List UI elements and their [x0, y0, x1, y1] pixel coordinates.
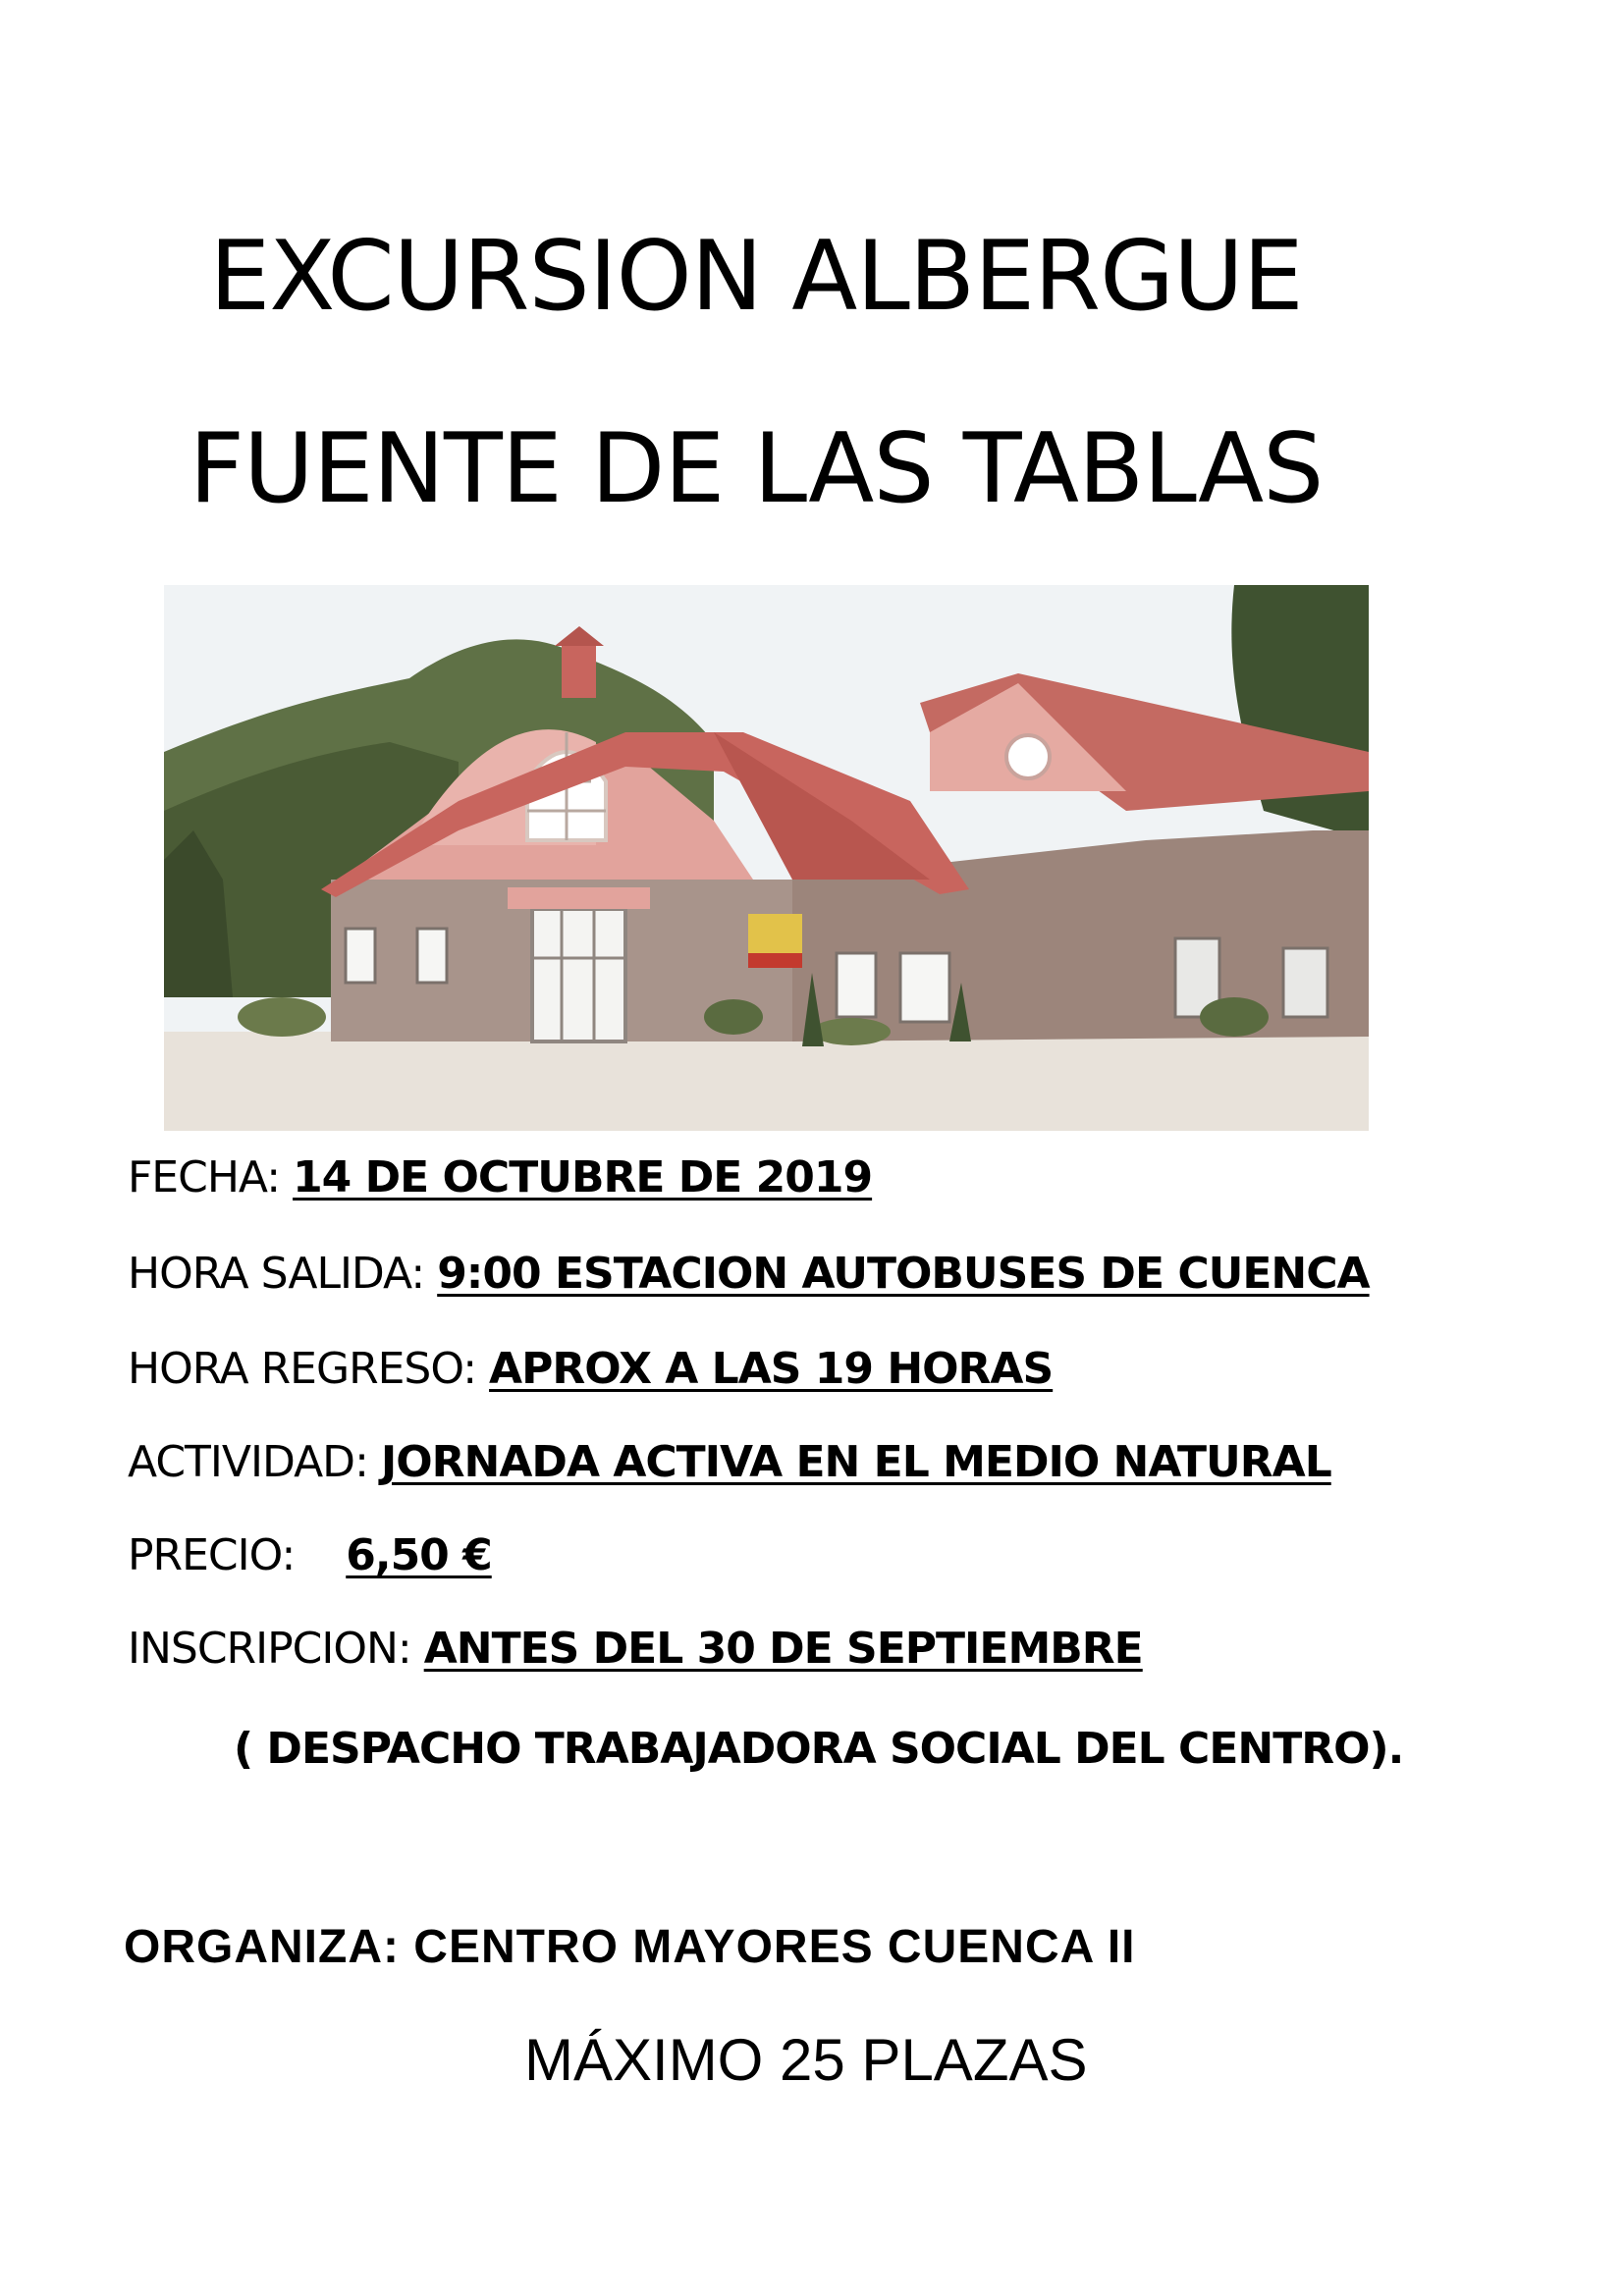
- detail-value: ANTES DEL 30 DE SEPTIEMBRE: [423, 1624, 1143, 1674]
- detail-label: FECHA:: [128, 1152, 294, 1202]
- title-line-2: FUENTE DE LAS TABLAS: [189, 413, 1324, 525]
- note-despacho: ( DESPACHO TRABAJADORA SOCIAL DEL CENTRO).: [234, 1724, 1404, 1774]
- detail-fecha: [128, 1152, 873, 1202]
- detail-label: PRECIO:: [128, 1530, 347, 1580]
- detail-value: APROX A LAS 19 HORAS: [489, 1344, 1054, 1394]
- detail-hora-salida: [128, 1249, 1370, 1299]
- building-photo: [164, 585, 1369, 1131]
- detail-value: 14 DE OCTUBRE DE 2019: [293, 1152, 873, 1202]
- detail-inscripcion: [128, 1624, 1143, 1674]
- detail-label: INSCRIPCION:: [128, 1624, 424, 1674]
- detail-value: JORNADA ACTIVA EN EL MEDIO NATURAL: [380, 1437, 1331, 1487]
- detail-hora-regreso: [128, 1344, 1054, 1394]
- organiza: ORGANIZA: CENTRO MAYORES CUENCA II: [124, 1921, 1136, 1973]
- detail-label: HORA SALIDA:: [128, 1249, 438, 1299]
- detail-value: 9:00 ESTACION AUTOBUSES DE CUENCA: [437, 1249, 1370, 1299]
- detail-label: HORA REGRESO:: [128, 1344, 490, 1394]
- maximo-plazas: MÁXIMO 25 PLAZAS: [524, 2027, 1088, 2093]
- detail-label: ACTIVIDAD:: [128, 1437, 381, 1487]
- detail-actividad: [128, 1437, 1331, 1487]
- detail-precio: [128, 1530, 492, 1580]
- title-line-1: EXCURSION ALBERGUE: [209, 221, 1303, 333]
- detail-value: 6,50 €: [346, 1530, 492, 1580]
